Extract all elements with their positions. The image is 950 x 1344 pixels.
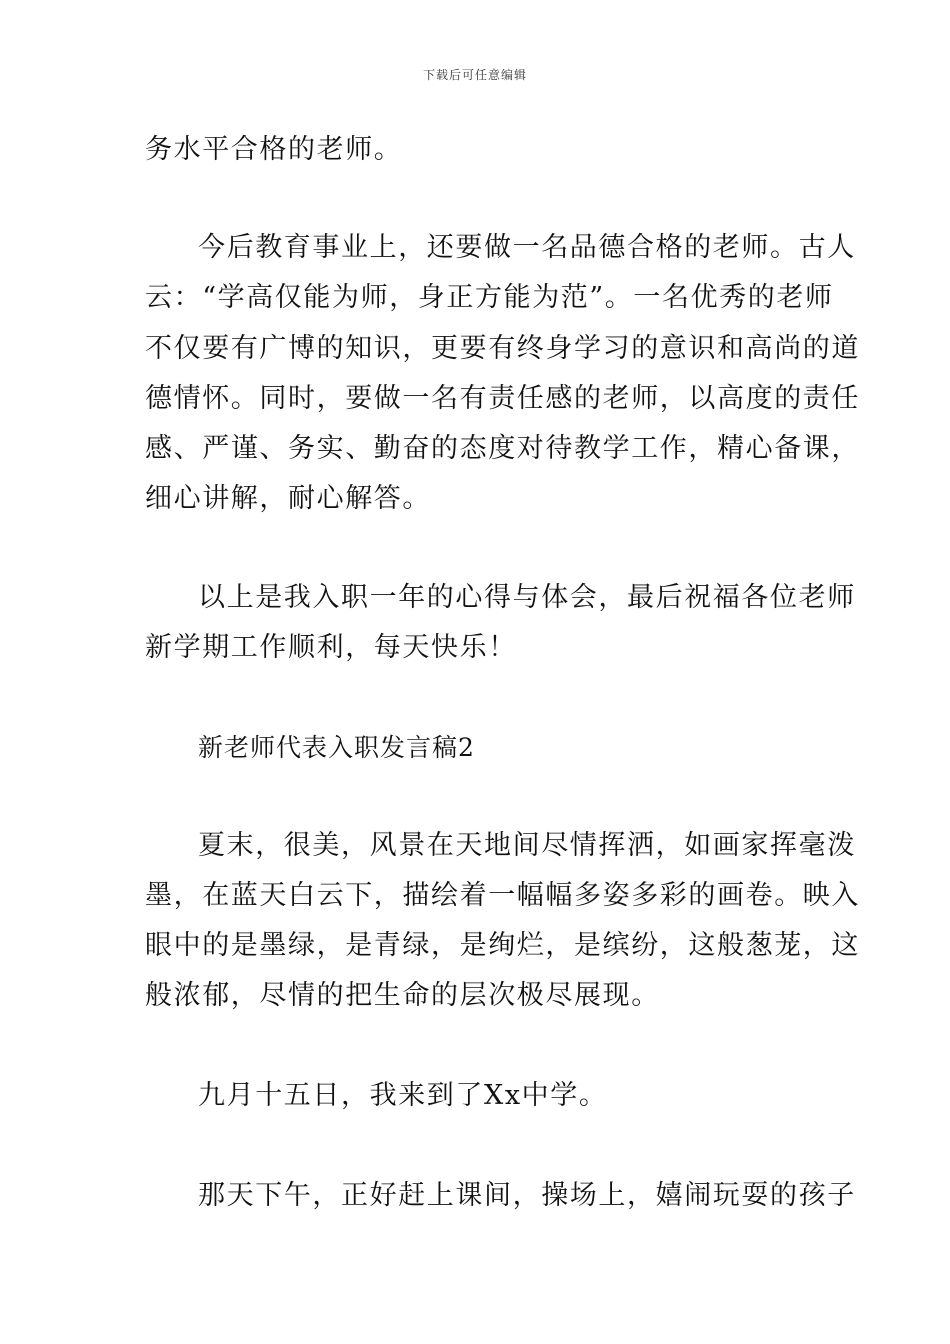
text-line-6: 感、严谨、务实、勤奋的态度对待教学工作，精心备课， — [145, 433, 860, 464]
section-title: 新老师代表入职发言稿2 — [198, 733, 475, 762]
text-line-7: 细心讲解，耐心解答。 — [145, 483, 431, 514]
text-line-13: 般浓郁，尽情的把生命的层次极尽展现。 — [145, 980, 660, 1011]
text-line-1: 务水平合格的老师。 — [145, 134, 403, 165]
text-line-2: 今后教育事业上，还要做一名品德合格的老师。古人 — [198, 232, 856, 263]
text-line-4: 不仅要有广博的知识，更要有终身学习的意识和高尚的道 — [145, 333, 860, 364]
text-line-15: 那天下午，正好赶上课间，操场上，嬉闹玩耍的孩子 — [198, 1180, 856, 1211]
text-line-10: 夏末，很美，风景在天地间尽情挥洒，如画家挥毫泼 — [198, 830, 856, 861]
page-header: 下载后可任意编辑 — [422, 68, 527, 82]
text-line-3: 云：“学高仅能为师，身正方能为范”。一名优秀的老师 — [145, 282, 834, 313]
text-line-5: 德情怀。同时，要做一名有责任感的老师，以高度的责任 — [145, 383, 860, 414]
text-line-8: 以上是我入职一年的心得与体会，最后祝福各位老师 — [198, 582, 856, 613]
text-line-9: 新学期工作顺利，每天快乐！ — [145, 632, 517, 663]
text-line-11: 墨，在蓝天白云下，描绘着一幅幅多姿多彩的画卷。映入 — [145, 880, 860, 911]
text-line-14: 九月十五日，我来到了Xx中学。 — [198, 1080, 608, 1111]
text-line-12: 眼中的是墨绿，是青绿，是绚烂，是缤纷，这般葱茏，这 — [145, 930, 860, 961]
